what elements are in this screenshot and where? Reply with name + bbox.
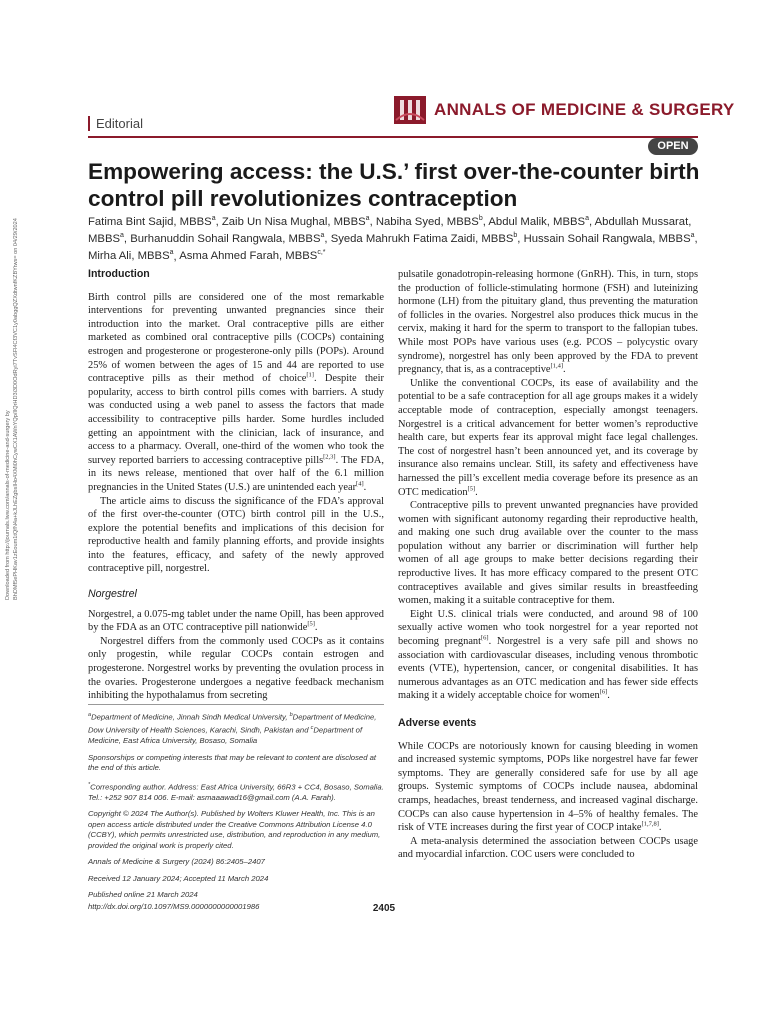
journal-logo-icon: [392, 94, 428, 126]
masthead: [88, 94, 735, 140]
citation-ref[interactable]: [1,4]: [550, 362, 563, 370]
download-watermark-text: Downloaded from http://journals.lww.com/annals-of-medicine-and-surgery by BhDMf5ePHKav1zEoum1tQfN4a+kJLhEZgbsIHo4XMi0hCywCX1AWnYQp/IlQrHD3i3D0OdRyi7TvSFl4Cf3VC1y0abggQZXdtwnfKZBYtws= on 04/29/2024: [5, 218, 19, 600]
citation-ref[interactable]: [4]: [356, 480, 364, 488]
right-column: [398, 268, 698, 862]
author-name: Syeda Mahrukh Fatima Zaidi, MBBS$^b$: [330, 232, 518, 246]
citation-ref[interactable]: [1]: [306, 371, 314, 379]
citation-ref[interactable]: [1,7,8]: [641, 820, 659, 828]
author-name: Asma Ahmed Farah, $MBBS^{c,*}$: [179, 249, 326, 263]
author-affiliation-ref: b: [478, 215, 483, 222]
author-name: Mirha Ali, MBBS$^a$: [88, 249, 174, 263]
corresponding-author: *Corresponding author. Address: East Africa University, 66R3 + CC4, Bosaso, Somalia. Tel.: +252 907 814 006. E-mail: asmaaawad16@gmail.com (A.A. Farah).: [88, 781, 384, 802]
author-affiliation-ref: a: [585, 215, 589, 222]
open-access-badge: OPEN: [648, 138, 698, 155]
author-affiliation-ref: a: [169, 249, 174, 257]
author-affiliation-ref: c,*: [317, 249, 326, 257]
paragraph: Contraceptive pills to prevent unwanted pregnancies have provided women with significant autonomy regarding their reproductive health, and making one such drug available over the counter to the mass population without any barrier or discrimination will further help women of all age groups to make better decisions regarding their reproductive lives. It has more efficacy compared to the present OTC contraceptives available and gives similar results in breastfeeding women, making it a suitable contraceptive for them.: [398, 500, 698, 607]
citation-ref[interactable]: [2,3]: [323, 453, 336, 461]
citation-ref[interactable]: [6]: [481, 634, 489, 642]
adverse-events-heading: Adverse events: [398, 717, 477, 729]
affiliations: $^a$Department of Medicine, Jinnah Sindh Medical University, $^b$Department of Medicine, Dow University of Health Sciences, Karachi, Sindh, Pakistan and $^c$Department of Medicine, East Africa University, Bosaso, Somalia: [88, 712, 377, 746]
author-affiliation-ref: a: [365, 215, 370, 222]
paragraph: The article aims to discuss the significance of the FDA’s approval of the first over-the-counter (OTC) birth control pill in the U.S., explore the potential benefits and implications of this decision for reproductive health and family planning efforts, and provide insights into the features, efficacy, and safety of the newly approved contraceptive pill, norgestrel.: [88, 495, 384, 575]
paragraph: While COCPs are notoriously known for causing bleeding in women and increased systemic symptoms, POPs like norgestrel have far fewer symptoms. They are generally considered safe for use by all age groups. Systemic symptoms of COCPs include nausea, abdominal cramps, headaches, breast tenderness, and increased vaginal discharge. COCPs can also cause hypertension in 4–5% of healthy females. The risk of VTE increases during the first year of COCP intake[1,7,8].: [398, 740, 698, 834]
page-number: 2405: [372, 903, 396, 914]
author-name: Burhanuddin Sohail Rangwala, MBBS$^a$: [130, 232, 325, 246]
paragraph: Eight U.S. clinical trials were conducted, and around 98 of 100 sexually active women who took norgestrel for a year reported not becoming pregnant[6]. Norgestrel is a very safe pill and shows no association with cardiovascular diseases, including venous thrombotic events (VTE), hypertension, cancer, or congenital disabilities. It has numerous advantages as an OTC medication and has fewer side effects making it a widely acceptable choice for women[6].: [398, 608, 698, 702]
received-dates: Received 12 January 2024; Accepted 11 March 2024: [88, 873, 269, 883]
paragraph: Unlike the conventional COCPs, its ease of availability and the potential to be a safe contraception for all age groups makes it a widely acceptable mode of contraception, especially amongst teenagers. Norgestrel is a critical advancement for better women’s reproductive health care, but experts fear its approval might face legal challenges. The cost of norgestrel hasn’t been announced yet, and its coverage by insurance also remains unclear. Still, its safety and effectiveness have harnessed the pill’s excellent media coverage before its presence as an OTC medication[5].: [398, 377, 698, 498]
section-label: Editorial: [88, 116, 143, 131]
author-affiliation-ref: a: [120, 232, 124, 240]
author-name: Abdul Malik, MBBS$^a$: [488, 215, 589, 228]
citation-ref[interactable]: [5]: [307, 620, 315, 628]
author-name: Nabiha Syed, MBBS$^b$: [375, 215, 483, 228]
author-affiliation-ref: a: [690, 232, 695, 240]
author-name: Hussain Sohail Rangwala, MBBS$^a$: [523, 232, 695, 246]
masthead-divider: [88, 136, 698, 138]
author-list: Fatima Bint Sajid, MBBS$^a$, Zaib Un Nisa Mughal, MBBS$^a$, Nabiha Syed, MBBS$^b$, Abdul Malik, MBBS$^a$, Abdullah Mussarat, MBBS$^a$, Burhanuddin Sohail Rangwala, MBBS$^a$, Syeda Mahrukh Fatima Zaidi, MBBS$^b$, Hussain Sohail Rangwala, MBBS$^a$, Mirha Ali, MBBS$^a$, Asma Ahmed Farah, $MBBS^{c,*}$: [88, 215, 698, 263]
author-name: Fatima Bint Sajid, MBBS$^a$: [88, 215, 216, 228]
paragraph: Norgestrel, a 0.075-mg tablet under the name Opill, has been approved by the FDA as an OTC contraceptive pill nationwide[5].: [88, 608, 384, 634]
paragraph: pulsatile gonadotropin-releasing hormone (GnRH). This, in turn, stops the production of follicle-stimulating hormone (FSH) and luteinizing hormone (LH) from the pituitary gland, thus preventing the maturation of follicles in the ovaries. Norgestrel also produces thick mucus in the cervix, making it hard for the sperm to transport to the fallopian tubes. While most POPs have various uses (e.g. PCOS – polycystic ovary syndrome), norgestrel has only been approved by the FDA to prevent pregnancy, that is, as a contraceptive[1,4].: [398, 269, 698, 376]
citation-info: Annals of Medicine & Surgery (2024) 86:2405–2407: [88, 857, 265, 867]
author-name: Zaib Un Nisa Mughal, MBBS$^a$: [221, 215, 370, 228]
copyright-note: Copyright © 2024 The Author(s). Published by Wolters Kluwer Health, Inc. This is an open access article distributed under the Creative Commons Attribution License 4.0 (CCBY), which permits unrestricted use, distribution, and reproduction in any medium, provided the original work is properly cited.: [88, 809, 381, 850]
paragraph: Birth control pills are considered one of the most remarkable interventions for preventing unwanted pregnancies since their introduction into the market. Oral contraceptive pills are either marketed as combined oral contraceptive pills (COCPs) containing estrogen and progesterone or progesterone-only pills (POPs). Around 25% of women between the ages of 15 and 44 are reported to use contraceptive pills as their method of choice[1]. Despite their popularity, access to birth control pills comes with barriers. A study was conducted using a web panel to assess the factors that made accessibility to contraceptive pills harder. Some hurdles included getting an appointment with the clinician, lack of insurance, and access to a pharmacy. Overall, one-third of the women who took the survey reported barriers to accessing contraceptive pills[2,3]. The FDA, in its news release, mentioned that over half of the 6.1 million pregnancies in the United States (U.S.) are unintended each year[4].: [88, 291, 384, 493]
author-affiliation-ref: a: [211, 215, 216, 222]
paragraph: Norgestrel differs from the commonly used COCPs as it contains only progestin, while regular COCPs contain estrogen and progesterone. Norgestrel works by preventing the ovulation process in the ovaries. Progesterone undergoes a negative feedback mechanism inhibiting the hypothalamus from secreting: [88, 635, 384, 702]
author-affiliation-ref: b: [513, 232, 518, 240]
introduction-heading: Introduction: [88, 268, 150, 280]
doi-link[interactable]: http://dx.doi.org/10.1097/MS9.0000000000001986: [88, 901, 260, 911]
left-column: [88, 268, 384, 703]
citation-ref[interactable]: [6]: [599, 688, 608, 696]
sponsorship-note: Sponsorships or competing interests that may be relevant to content are disclosed at the end of this article.: [88, 752, 377, 773]
footnotes: [88, 704, 384, 918]
paragraph: A meta-analysis determined the association between COCPs usage and myocardial infarction. COC users were concluded to: [398, 835, 698, 861]
author-name: Abdullah Mussarat, MBBS$^a$: [88, 215, 692, 246]
published-date: Published online 21 March 2024: [88, 890, 198, 900]
journal-name: ANNALS OF MEDICINE & SURGERY: [434, 100, 735, 119]
author-affiliation-ref: a: [320, 232, 325, 240]
norgestrel-heading: Norgestrel: [88, 588, 137, 601]
citation-ref[interactable]: [5]: [467, 485, 476, 493]
article-title: Empowering access: the U.S.’ first over-the-counter birth control pill revolutionizes contraception: [88, 159, 700, 211]
